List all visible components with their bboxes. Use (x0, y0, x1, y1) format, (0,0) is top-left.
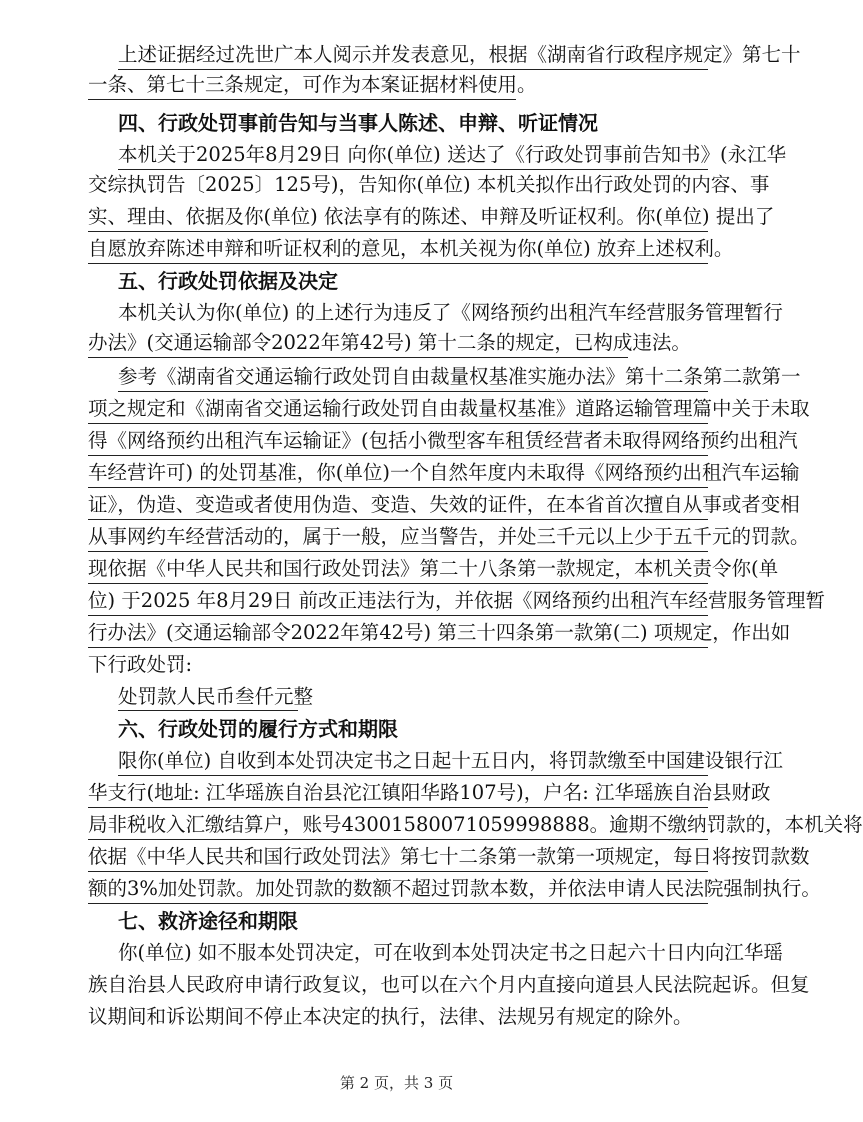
page-footer: 第 2 页，共 3 页 (339, 1074, 454, 1092)
section-heading-4: 四、行政处罚事前告知与当事人陈述、申辩、听证情况 (118, 111, 598, 135)
paragraph-line: 额的3%加处罚款。加处罚款的数额不超过罚款本数，并依法申请人民法院强制执行。 (88, 876, 708, 904)
paragraph-line: 参考《湖南省交通运输行政处罚自由裁量权基准实施办法》第十二条第二款第一 (118, 364, 708, 392)
paragraph-line: 得《网络预约出租汽车运输证》(包括小微型客车租赁经营者未取得网络预约出租汽 (88, 428, 708, 456)
paragraph-line: 议期间和诉讼期间不停止本决定的执行，法律、法规另有规定的除外。 (88, 1005, 693, 1028)
paragraph-line: 本机关认为你(单位) 的上述行为违反了《网络预约出租汽车经营服务管理暂行 (118, 301, 783, 324)
paragraph-line: 项之规定和《湖南省交通运输行政处罚自由裁量权基准》道路运输管理篇中关于未取 (88, 396, 708, 424)
paragraph-line: 车经营许可) 的处罚基准，你(单位)一个自然年度内未取得《网络预约出租汽车运输 (88, 460, 708, 488)
paragraph-line: 自愿放弃陈述申辩和听证权利的意见，本机关视为你(单位) 放弃上述权利。 (88, 236, 708, 264)
paragraph-line: 族自治县人民政府申请行政复议，也可以在六个月内直接向道县人民法院起诉。但复 (88, 973, 810, 996)
paragraph-line: 限你(单位) 自收到本处罚决定书之日起十五日内，将罚款缴至中国建设银行江 (118, 748, 708, 776)
paragraph-line: 办法》(交通运输部令2022年第42号) 第十二条的规定，已构成违法。 (88, 330, 628, 358)
paragraph-line: 实、理由、依据及你(单位) 依法享有的陈述、申辩及听证权利。你(单位) 提出了 (88, 204, 708, 232)
paragraph-line: 依据《中华人民共和国行政处罚法》第七十二条第一款第一项规定，每日将按罚款数 (88, 844, 708, 872)
paragraph-line: 上述证据经过冼世广本人阅示并发表意见，根据《湖南省行政程序规定》第七十 (118, 42, 708, 70)
paragraph-line: 一条、第七十三条规定，可作为本案证据材料使用。 (88, 72, 516, 100)
paragraph-line: 华支行(地址: 江华瑶族自治县沱江镇阳华路107号)，户名: 江华瑶族自治县财政 (88, 780, 708, 808)
section-heading-7: 七、救济途径和期限 (118, 909, 298, 933)
section-heading-6: 六、行政处罚的履行方式和期限 (118, 717, 398, 741)
paragraph-line: 局非税收入汇缴结算户，账号43001580071059998888。逾期不缴纳罚款的，本机关将 (88, 812, 708, 840)
paragraph-line: 你(单位) 如不服本处罚决定，可在收到本处罚决定书之日起六十日内向江华瑶 (118, 941, 783, 964)
paragraph-line: 下行政处罚: (88, 653, 193, 676)
paragraph-line: 现依据《中华人民共和国行政处罚法》第二十八条第一款规定，本机关责令你(单 (88, 556, 708, 584)
section-heading-5: 五、行政处罚依据及决定 (118, 269, 338, 293)
paragraph-line: 从事网约车经营活动的，属于一般，应当警告，并处三千元以上少于五千元的罚款。 (88, 524, 708, 552)
paragraph-line: 交综执罚告〔2025〕125号)，告知你(单位) 本机关拟作出行政处罚的内容、事 (88, 173, 770, 196)
paragraph-line: 行办法》(交通运输部令2022年第42号) 第三十四条第一款第(二) 项规定，作出如 (88, 620, 708, 648)
penalty-amount: 处罚款人民币叁仟元整 (118, 684, 298, 711)
paragraph-line: 位) 于2025 年8月29日 前改正违法行为，并依据《网络预约出租汽车经营服务管理暂 (88, 588, 708, 616)
paragraph-line: 本机关于2025年8月29日 向你(单位) 送达了《行政处罚事前告知书》(永江华 (118, 142, 708, 170)
paragraph-line: 证》，伪造、变造或者使用伪造、变造、失效的证件，在本省首次擅自从事或者变相 (88, 492, 708, 520)
